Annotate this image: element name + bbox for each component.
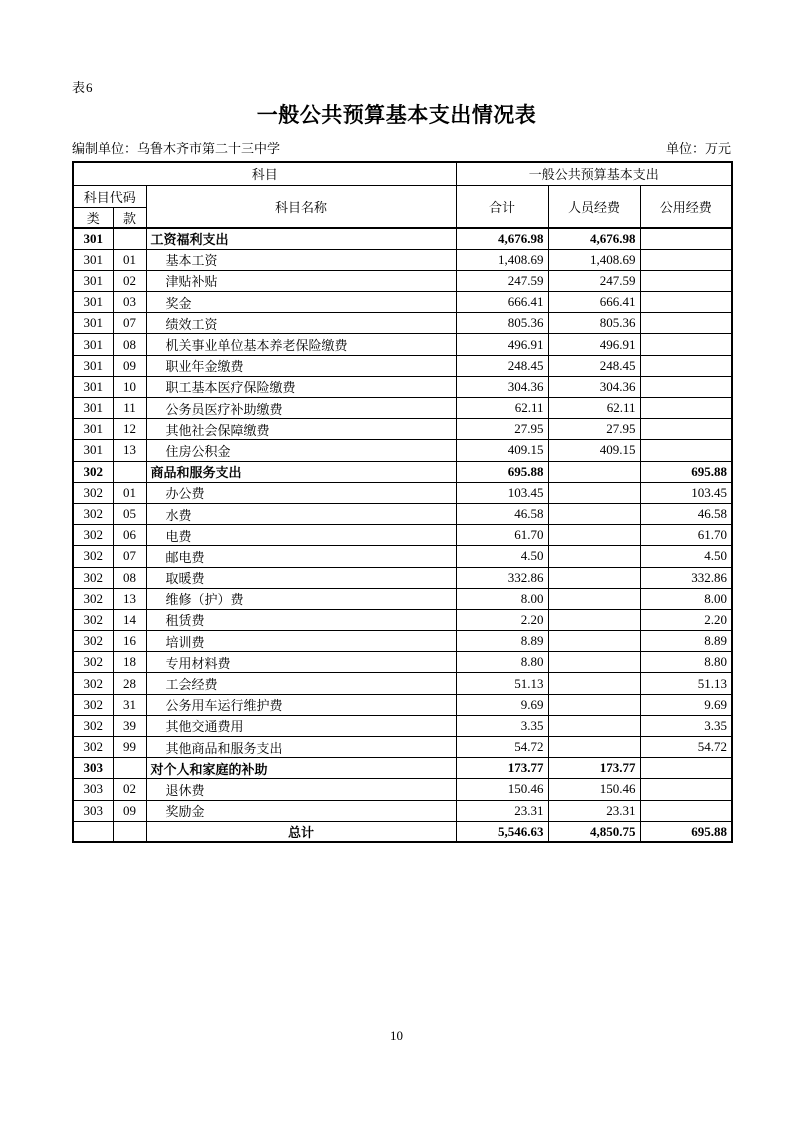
cell-public: 3.35 <box>640 715 732 736</box>
cell-class-code: 302 <box>73 631 113 652</box>
cell-public <box>640 419 732 440</box>
page-number: 10 <box>390 1028 403 1043</box>
cell-public <box>640 779 732 800</box>
cell-public <box>640 355 732 376</box>
cell-item-code <box>113 228 146 249</box>
cell-personnel: 666.41 <box>548 292 640 313</box>
cell-personnel <box>548 673 640 694</box>
cell-subject-name: 工会经费 <box>146 673 456 694</box>
cell-public <box>640 270 732 291</box>
cell-class-code: 301 <box>73 398 113 419</box>
cell-item-code: 02 <box>113 270 146 291</box>
cell-public: 54.72 <box>640 737 732 758</box>
cell-subject-name: 专用材料费 <box>146 652 456 673</box>
cell-personnel: 173.77 <box>548 758 640 779</box>
cell-personnel <box>548 609 640 630</box>
cell-item-code: 39 <box>113 715 146 736</box>
cell-subject-name: 津贴补贴 <box>146 270 456 291</box>
cell-total: 5,546.63 <box>456 821 548 842</box>
cell-public: 695.88 <box>640 821 732 842</box>
table-row <box>73 800 732 821</box>
table-row <box>73 249 732 270</box>
cell-subject-name: 工资福利支出 <box>146 228 456 249</box>
budget-table-body <box>73 228 732 842</box>
cell-item-code: 09 <box>113 800 146 821</box>
cell-personnel <box>548 715 640 736</box>
cell-subject-name: 其他交通费用 <box>146 715 456 736</box>
cell-total: 1,408.69 <box>456 249 548 270</box>
table-row <box>73 631 732 652</box>
cell-class-code: 302 <box>73 588 113 609</box>
cell-class-code: 301 <box>73 419 113 440</box>
cell-class-code: 302 <box>73 525 113 546</box>
cell-class-code: 301 <box>73 228 113 249</box>
cell-subject-name: 奖金 <box>146 292 456 313</box>
header-sub-row <box>73 185 732 207</box>
header-personnel: 人员经费 <box>548 185 640 228</box>
cell-subject-name: 取暖费 <box>146 567 456 588</box>
cell-subject-name: 维修（护）费 <box>146 588 456 609</box>
table-row <box>73 567 732 588</box>
cell-personnel: 150.46 <box>548 779 640 800</box>
cell-class-code: 302 <box>73 503 113 524</box>
cell-class-code: 301 <box>73 313 113 334</box>
table-row <box>73 609 732 630</box>
cell-total: 23.31 <box>456 800 548 821</box>
cell-public: 2.20 <box>640 609 732 630</box>
cell-item-code <box>113 821 146 842</box>
cell-item-code: 16 <box>113 631 146 652</box>
unit-label: 单位：万元 <box>665 141 731 156</box>
cell-total: 695.88 <box>456 461 548 482</box>
cell-item-code: 18 <box>113 652 146 673</box>
cell-item-code: 08 <box>113 567 146 588</box>
cell-personnel <box>548 588 640 609</box>
cell-total: 150.46 <box>456 779 548 800</box>
table-row <box>73 292 732 313</box>
table-row <box>73 737 732 758</box>
cell-personnel: 62.11 <box>548 398 640 419</box>
header-class: 类 <box>73 207 113 228</box>
cell-personnel <box>548 525 640 546</box>
cell-public <box>640 313 732 334</box>
table-total-row <box>73 821 732 842</box>
cell-total: 247.59 <box>456 270 548 291</box>
cell-total: 62.11 <box>456 398 548 419</box>
cell-subject-name: 培训费 <box>146 631 456 652</box>
table-row <box>73 376 732 397</box>
cell-item-code: 08 <box>113 334 146 355</box>
cell-personnel: 247.59 <box>548 270 640 291</box>
cell-subject-name: 其他商品和服务支出 <box>146 737 456 758</box>
table-row <box>73 779 732 800</box>
cell-item-code: 07 <box>113 313 146 334</box>
cell-item-code: 07 <box>113 546 146 567</box>
table-row <box>73 313 732 334</box>
table-row <box>73 355 732 376</box>
cell-class-code: 302 <box>73 673 113 694</box>
cell-total: 8.00 <box>456 588 548 609</box>
cell-subject-name: 退休费 <box>146 779 456 800</box>
cell-personnel: 409.15 <box>548 440 640 461</box>
cell-total: 46.58 <box>456 503 548 524</box>
cell-item-code: 11 <box>113 398 146 419</box>
header-total: 合计 <box>456 185 548 228</box>
cell-subject-name: 总计 <box>146 821 456 842</box>
table-row <box>73 270 732 291</box>
cell-subject-name: 其他社会保障缴费 <box>146 419 456 440</box>
cell-public: 9.69 <box>640 694 732 715</box>
cell-public: 4.50 <box>640 546 732 567</box>
cell-public: 8.80 <box>640 652 732 673</box>
cell-subject-name: 办公费 <box>146 482 456 503</box>
table-row <box>73 228 732 249</box>
cell-personnel <box>548 694 640 715</box>
cell-total: 51.13 <box>456 673 548 694</box>
cell-subject-name: 公务员医疗补助缴费 <box>146 398 456 419</box>
cell-public <box>640 334 732 355</box>
cell-total: 103.45 <box>456 482 548 503</box>
header-public: 公用经费 <box>640 185 732 228</box>
cell-item-code: 02 <box>113 779 146 800</box>
table-row <box>73 419 732 440</box>
cell-class-code: 302 <box>73 715 113 736</box>
cell-class-code: 302 <box>73 609 113 630</box>
cell-item-code: 12 <box>113 419 146 440</box>
cell-class-code: 302 <box>73 482 113 503</box>
cell-personnel <box>548 461 640 482</box>
cell-class-code: 302 <box>73 546 113 567</box>
prepared-by-label: 编制单位：乌鲁木齐市第二十三中学 <box>72 141 281 156</box>
header-subject-code: 科目代码 <box>73 185 146 207</box>
cell-class-code: 302 <box>73 461 113 482</box>
cell-item-code: 13 <box>113 588 146 609</box>
cell-public: 695.88 <box>640 461 732 482</box>
cell-total: 61.70 <box>456 525 548 546</box>
cell-public: 46.58 <box>640 503 732 524</box>
cell-class-code: 301 <box>73 355 113 376</box>
header-group-row <box>73 162 732 185</box>
cell-item-code: 31 <box>113 694 146 715</box>
header-subject-name: 科目名称 <box>146 185 456 228</box>
cell-personnel: 4,676.98 <box>548 228 640 249</box>
table-row <box>73 482 732 503</box>
cell-item-code: 10 <box>113 376 146 397</box>
cell-public <box>640 249 732 270</box>
cell-item-code <box>113 461 146 482</box>
cell-class-code: 301 <box>73 249 113 270</box>
cell-total: 4,676.98 <box>456 228 548 249</box>
cell-item-code: 09 <box>113 355 146 376</box>
header-budget-group: 一般公共预算基本支出 <box>456 162 732 185</box>
cell-class-code: 301 <box>73 334 113 355</box>
table-row <box>73 503 732 524</box>
cell-personnel: 248.45 <box>548 355 640 376</box>
cell-total: 496.91 <box>456 334 548 355</box>
cell-subject-name: 职业年金缴费 <box>146 355 456 376</box>
budget-table <box>72 161 733 843</box>
cell-public <box>640 758 732 779</box>
cell-total: 173.77 <box>456 758 548 779</box>
table-row <box>73 525 732 546</box>
header-subject-group: 科目 <box>73 162 456 185</box>
cell-class-code: 301 <box>73 440 113 461</box>
cell-personnel <box>548 567 640 588</box>
cell-total: 666.41 <box>456 292 548 313</box>
cell-personnel: 23.31 <box>548 800 640 821</box>
cell-class-code: 302 <box>73 737 113 758</box>
cell-class-code: 301 <box>73 270 113 291</box>
table-number-label: 表6 <box>72 80 94 95</box>
cell-subject-name: 公务用车运行维护费 <box>146 694 456 715</box>
table-row <box>73 398 732 419</box>
cell-class-code: 301 <box>73 376 113 397</box>
table-row <box>73 334 732 355</box>
cell-class-code: 302 <box>73 567 113 588</box>
cell-total: 805.36 <box>456 313 548 334</box>
cell-personnel: 304.36 <box>548 376 640 397</box>
cell-total: 409.15 <box>456 440 548 461</box>
cell-item-code: 03 <box>113 292 146 313</box>
cell-total: 304.36 <box>456 376 548 397</box>
table-row <box>73 758 732 779</box>
cell-class-code: 303 <box>73 800 113 821</box>
cell-public <box>640 228 732 249</box>
cell-total: 248.45 <box>456 355 548 376</box>
cell-subject-name: 绩效工资 <box>146 313 456 334</box>
table-row <box>73 440 732 461</box>
page-title: 一般公共预算基本支出情况表 <box>256 103 537 127</box>
meta-row <box>72 138 731 157</box>
cell-subject-name: 住房公积金 <box>146 440 456 461</box>
cell-class-code: 301 <box>73 292 113 313</box>
cell-total: 27.95 <box>456 419 548 440</box>
table-row <box>73 715 732 736</box>
cell-personnel <box>548 546 640 567</box>
cell-personnel <box>548 631 640 652</box>
cell-personnel <box>548 503 640 524</box>
cell-total: 332.86 <box>456 567 548 588</box>
cell-personnel <box>548 652 640 673</box>
cell-subject-name: 基本工资 <box>146 249 456 270</box>
cell-item-code: 13 <box>113 440 146 461</box>
cell-personnel: 4,850.75 <box>548 821 640 842</box>
cell-public <box>640 292 732 313</box>
cell-item-code: 05 <box>113 503 146 524</box>
cell-subject-name: 租赁费 <box>146 609 456 630</box>
cell-subject-name: 奖励金 <box>146 800 456 821</box>
cell-total: 3.35 <box>456 715 548 736</box>
table-row <box>73 652 732 673</box>
cell-public: 8.00 <box>640 588 732 609</box>
table-row <box>73 694 732 715</box>
cell-public: 8.89 <box>640 631 732 652</box>
table-row <box>73 546 732 567</box>
cell-class-code: 303 <box>73 779 113 800</box>
cell-item-code: 99 <box>113 737 146 758</box>
cell-item-code: 01 <box>113 482 146 503</box>
cell-total: 8.80 <box>456 652 548 673</box>
cell-item-code: 14 <box>113 609 146 630</box>
cell-personnel: 1,408.69 <box>548 249 640 270</box>
header-item: 款 <box>113 207 146 228</box>
cell-personnel <box>548 737 640 758</box>
cell-personnel: 496.91 <box>548 334 640 355</box>
cell-item-code: 28 <box>113 673 146 694</box>
cell-class-code: 303 <box>73 758 113 779</box>
cell-subject-name: 机关事业单位基本养老保险缴费 <box>146 334 456 355</box>
cell-subject-name: 对个人和家庭的补助 <box>146 758 456 779</box>
cell-public <box>640 800 732 821</box>
cell-total: 2.20 <box>456 609 548 630</box>
cell-public: 51.13 <box>640 673 732 694</box>
table-row <box>73 461 732 482</box>
cell-subject-name: 水费 <box>146 503 456 524</box>
cell-item-code <box>113 758 146 779</box>
cell-personnel <box>548 482 640 503</box>
cell-subject-name: 商品和服务支出 <box>146 461 456 482</box>
cell-class-code: 302 <box>73 694 113 715</box>
table-row <box>73 673 732 694</box>
cell-subject-name: 职工基本医疗保险缴费 <box>146 376 456 397</box>
cell-total: 9.69 <box>456 694 548 715</box>
cell-personnel: 27.95 <box>548 419 640 440</box>
cell-public <box>640 376 732 397</box>
cell-total: 4.50 <box>456 546 548 567</box>
cell-public <box>640 398 732 419</box>
table-row <box>73 588 732 609</box>
cell-class-code: 302 <box>73 652 113 673</box>
budget-table-header <box>73 162 732 228</box>
cell-personnel: 805.36 <box>548 313 640 334</box>
cell-subject-name: 电费 <box>146 525 456 546</box>
cell-public <box>640 440 732 461</box>
cell-public: 61.70 <box>640 525 732 546</box>
cell-total: 8.89 <box>456 631 548 652</box>
cell-public: 103.45 <box>640 482 732 503</box>
cell-total: 54.72 <box>456 737 548 758</box>
cell-subject-name: 邮电费 <box>146 546 456 567</box>
cell-item-code: 01 <box>113 249 146 270</box>
cell-item-code: 06 <box>113 525 146 546</box>
cell-class-code <box>73 821 113 842</box>
cell-public: 332.86 <box>640 567 732 588</box>
